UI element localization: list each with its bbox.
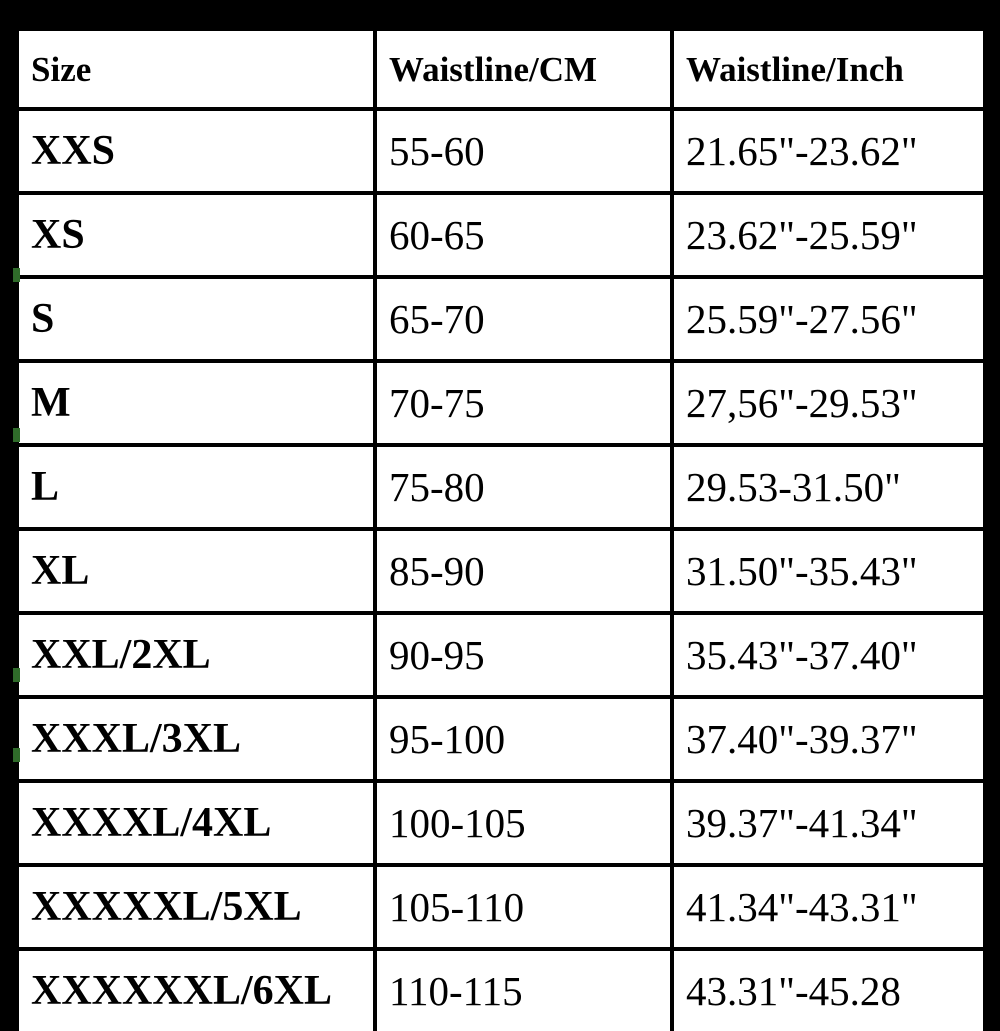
- cell-waistline-inch: 27,56"-29.53": [672, 361, 983, 445]
- table-body: [19, 109, 983, 1031]
- cell-waistline-cm: 105-110: [375, 865, 672, 949]
- table-row: [19, 865, 983, 949]
- size-chart-container: [13, 26, 987, 1014]
- cell-waistline-inch: 39.37"-41.34": [672, 781, 983, 865]
- cell-waistline-inch: 23.62"-25.59": [672, 193, 983, 277]
- cell-waistline-cm: 60-65: [375, 193, 672, 277]
- column-header-size: Size: [19, 31, 375, 109]
- cell-size: L: [19, 445, 375, 529]
- table-row: [19, 277, 983, 361]
- table-row: [19, 949, 983, 1031]
- table-row: [19, 361, 983, 445]
- cell-waistline-cm: 55-60: [375, 109, 672, 193]
- cell-size: XXXXXXL/6XL: [19, 949, 375, 1031]
- cell-waistline-inch: 21.65"-23.62": [672, 109, 983, 193]
- size-chart-table: [19, 31, 983, 1031]
- cell-size: XXXXL/4XL: [19, 781, 375, 865]
- table-row: [19, 613, 983, 697]
- column-header-waistline-inch: Waistline/Inch: [672, 31, 983, 109]
- cell-size: XXXL/3XL: [19, 697, 375, 781]
- table-row: [19, 781, 983, 865]
- cell-waistline-inch: 41.34"-43.31": [672, 865, 983, 949]
- scan-artifact: [13, 668, 20, 682]
- cell-size: XS: [19, 193, 375, 277]
- cell-waistline-cm: 70-75: [375, 361, 672, 445]
- cell-size: XXS: [19, 109, 375, 193]
- cell-waistline-inch: 29.53-31.50": [672, 445, 983, 529]
- table-row: [19, 445, 983, 529]
- cell-size: XXXXXL/5XL: [19, 865, 375, 949]
- scan-artifact: [13, 748, 20, 762]
- cell-waistline-inch: 25.59"-27.56": [672, 277, 983, 361]
- cell-size: M: [19, 361, 375, 445]
- cell-waistline-inch: 37.40"-39.37": [672, 697, 983, 781]
- table-row: [19, 697, 983, 781]
- table-row: [19, 109, 983, 193]
- cell-waistline-cm: 100-105: [375, 781, 672, 865]
- cell-waistline-cm: 85-90: [375, 529, 672, 613]
- cell-waistline-cm: 65-70: [375, 277, 672, 361]
- cell-size: S: [19, 277, 375, 361]
- cell-waistline-cm: 90-95: [375, 613, 672, 697]
- cell-size: XL: [19, 529, 375, 613]
- table-row: [19, 193, 983, 277]
- column-header-waistline-cm: Waistline/CM: [375, 31, 672, 109]
- table-row: [19, 529, 983, 613]
- table-header: [19, 31, 983, 109]
- cell-waistline-cm: 75-80: [375, 445, 672, 529]
- scan-artifact: [13, 268, 20, 282]
- cell-waistline-inch: 31.50"-35.43": [672, 529, 983, 613]
- cell-waistline-cm: 110-115: [375, 949, 672, 1031]
- scan-artifact: [13, 428, 20, 442]
- table-header-row: [19, 31, 983, 109]
- cell-size: XXL/2XL: [19, 613, 375, 697]
- cell-waistline-cm: 95-100: [375, 697, 672, 781]
- cell-waistline-inch: 43.31"-45.28: [672, 949, 983, 1031]
- cell-waistline-inch: 35.43"-37.40": [672, 613, 983, 697]
